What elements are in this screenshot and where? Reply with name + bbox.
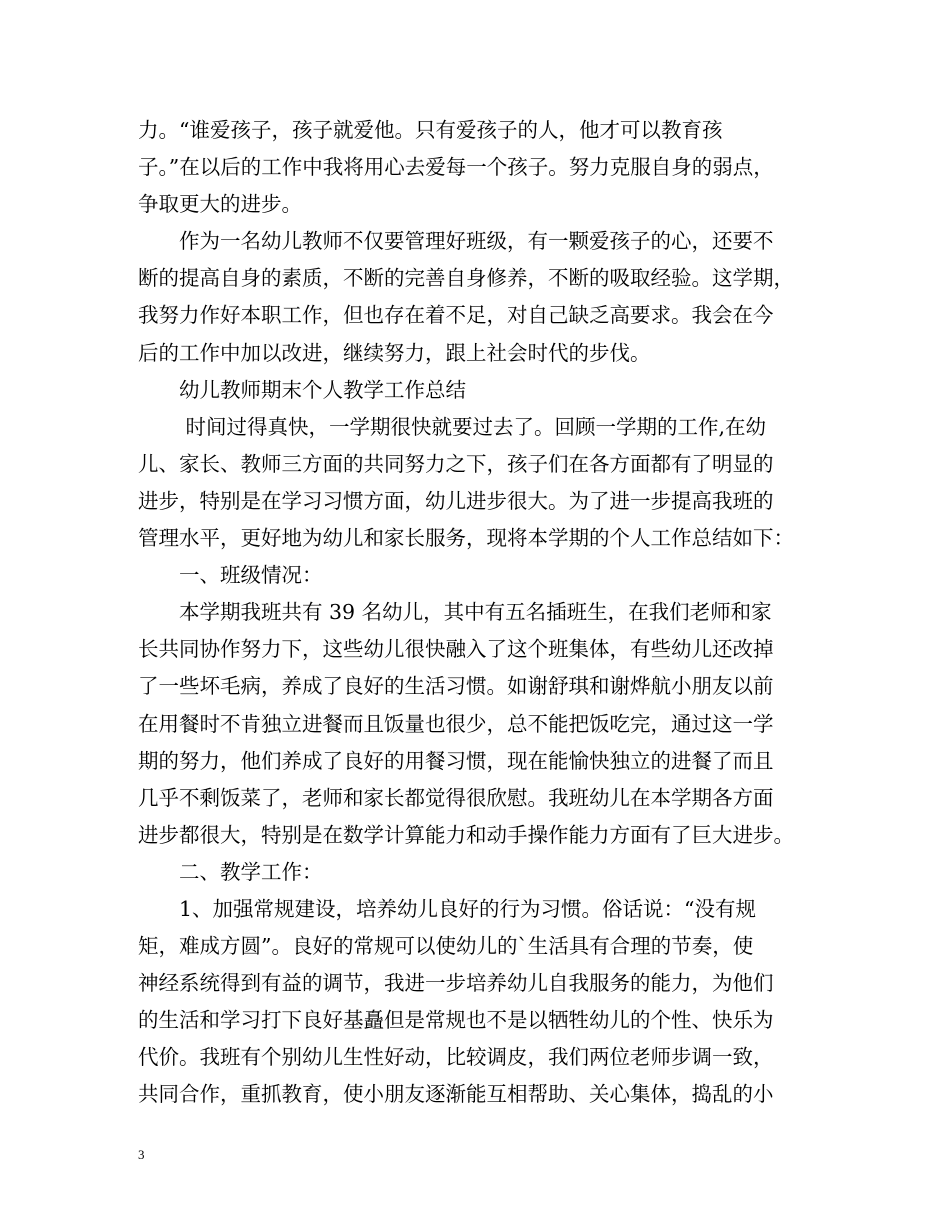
text-line: 儿、家长、教师三方面的共同努力之下，孩子们在各方面都有了明显的	[138, 451, 774, 476]
body-text	[138, 112, 838, 1114]
text-line: 进步都很大，特别是在数学计算能力和动手操作能力方面有了巨大进步。	[138, 822, 794, 847]
text-line: 代价。我班有个别幼儿生性好动，比较调皮，我们两位老师步调一致，	[138, 1045, 774, 1070]
text-line: 子。”在以后的工作中我将用心去爱每一个孩子。努力克服自身的弱点，	[138, 155, 774, 180]
text-line: 几乎不剩饭菜了，老师和家长都觉得很欣慰。我班幼儿在本学期各方面	[138, 785, 774, 810]
text-line: 共同合作，重抓教育，使小朋友逐渐能互相帮助、关心集体，捣乱的小	[138, 1082, 774, 1107]
text-line: 矩，难成方圆”。良好的常规可以使幼儿的`生活具有合理的节奏，使	[138, 934, 754, 959]
text-line: 管理水平，更好地为幼儿和家长服务，现将本学期的个人工作总结如下：	[138, 526, 794, 551]
text-line: 本学期我班共有 39 名幼儿，其中有五名插班生，在我们老师和家	[138, 600, 772, 625]
text-line: 1、加强常规建设，培养幼儿良好的行为习惯。俗话说：“没有规	[138, 896, 757, 921]
text-line: 了一些坏毛病，养成了良好的生活习惯。如谢舒琪和谢烨航小朋友以前	[138, 674, 774, 699]
text-line: 作为一名幼儿教师不仅要管理好班级，有一颗爱孩子的心，还要不	[138, 229, 774, 254]
text-line: 在用餐时不肯独立进餐而且饭量也很少，总不能把饭吃完，通过这一学	[138, 711, 774, 736]
text-line: 长共同协作努力下，这些幼儿很快融入了这个班集体，有些幼儿还改掉	[138, 637, 774, 662]
section-heading: 一、班级情况：	[138, 563, 323, 588]
text-line: 进步，特别是在学习习惯方面，幼儿进步很大。为了进一步提高我班的	[138, 488, 774, 513]
text-line: 神经系统得到有益的调节，我进一步培养幼儿自我服务的能力，为他们	[138, 971, 774, 996]
text-line: 争取更大的进步。	[138, 192, 302, 217]
text-line: 时间过得真快，一学期很快就要过去了。回顾一学期的工作,在幼	[138, 414, 767, 439]
text-line: 力。“谁爱孩子，孩子就爱他。只有爱孩子的人，他才可以教育孩	[138, 118, 723, 142]
page-number: 3	[138, 1147, 145, 1162]
text-line: 的生活和学习打下良好基矗但是常规也不是以牺牲幼儿的个性、快乐为	[138, 1008, 774, 1033]
section-title: 幼儿教师期末个人教学工作总结	[138, 377, 466, 402]
text-line: 期的努力，他们养成了良好的用餐习惯，现在能愉快独立的进餐了而且	[138, 748, 774, 773]
section-heading: 二、教学工作：	[138, 859, 323, 884]
text-line: 断的提高自身的素质，不断的完善自身修养，不断的吸取经验。这学期，	[138, 266, 794, 291]
text-line: 后的工作中加以改进，继续努力，跟上社会时代的步伐。	[138, 340, 651, 365]
text-line: 我努力作好本职工作，但也存在着不足，对自己缺乏高要求。我会在今	[138, 303, 774, 328]
